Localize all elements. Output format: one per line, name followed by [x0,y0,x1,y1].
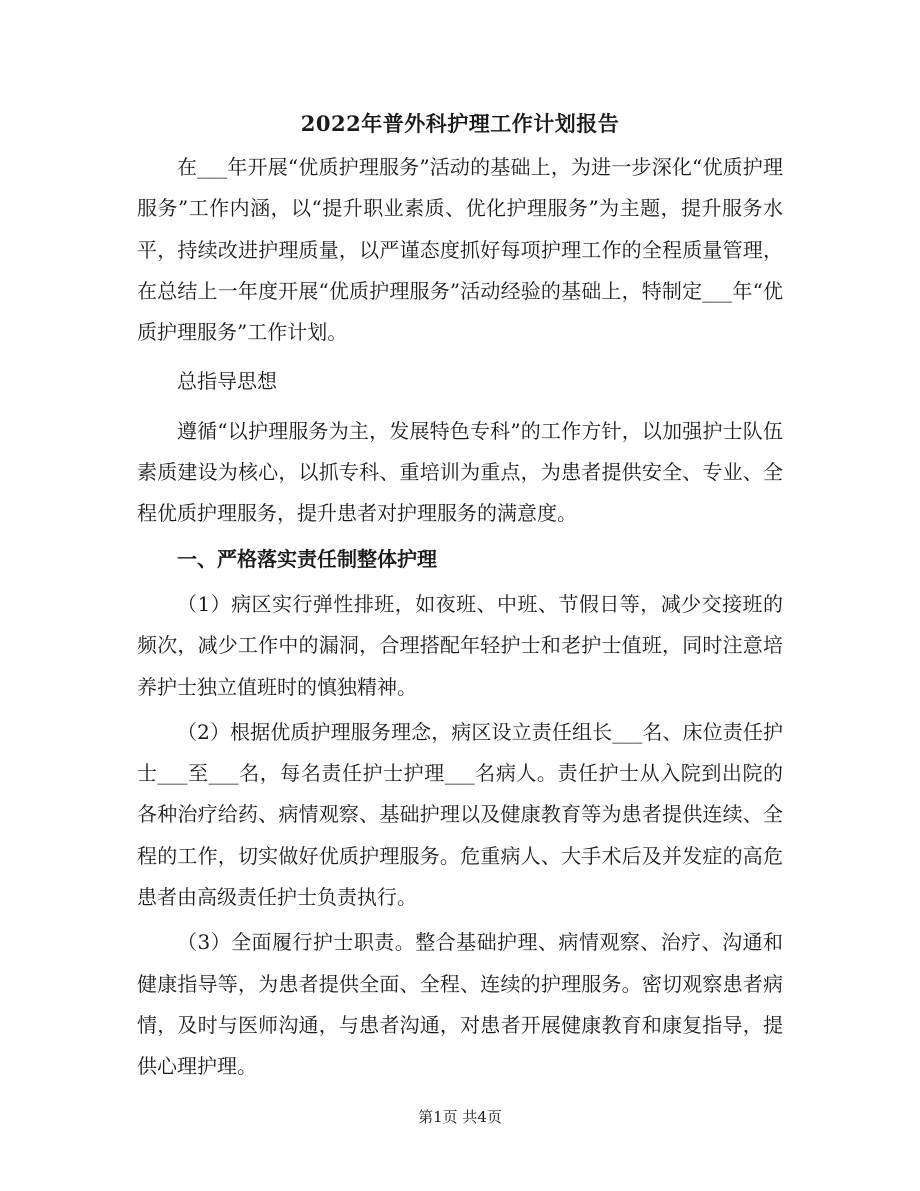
document-body [137,147,783,1088]
item-3-paragraph: （3）全面履行护士职责。整合基础护理、病情观察、治疗、沟通和健康指导等，为患者提供全面、全程、连续的护理服务。密切观察患者病情，及时与医师沟通，与患者沟通，对患者开展健康教育和康复指导，提供心理护理。 [137,930,783,1079]
page-footer: 第1页 共4页 [418,1108,502,1126]
section-1-heading: 一、严格落实责任制整体护理 [177,546,437,571]
guiding-paragraph: 遵循“以护理服务为主，发展特色专科”的工作方针，以加强护士队伍素质建设为核心，以抓专科、重培训为重点，为患者提供安全、专业、全程优质护理服务，提升患者对护理服务的满意度。 [137,418,783,526]
document-title: 2022年普外科护理工作计划报告 [300,111,620,136]
item-2-paragraph: （2）根据优质护理服务理念，病区设立责任组长___名、床位责任护士___至___名，每名责任护士护理___名病人。责任护士从入院到出院的各种治疗给药、病情观察、基础护理以及健康教育等为患者提供连续、全程的工作，切实做好优质护理服务。危重病人、大手术后及并发症的高危患者由高级责任护士负责执行。 [137,719,783,910]
item-1-paragraph: （1）病区实行弹性排班，如夜班、中班、节假日等，减少交接班的频次，减少工作中的漏洞，合理搭配年轻护士和老护士值班，同时注意培养护士独立值班时的慎独精神。 [137,591,783,699]
guiding-heading: 总指导思想 [177,369,277,394]
intro-paragraph: 在___年开展“优质护理服务”活动的基础上，为进一步深化“优质护理服务”工作内涵，以“提升职业素质、优化护理服务”为主题，提升服务水平，持续改进护理质量，以严谨态度抓好每项护理工作的全程质量管理，在总结上一年度开展“优质护理服务”活动经验的基础上，特制定___年“优质护理服务”工作计划。 [137,155,783,345]
